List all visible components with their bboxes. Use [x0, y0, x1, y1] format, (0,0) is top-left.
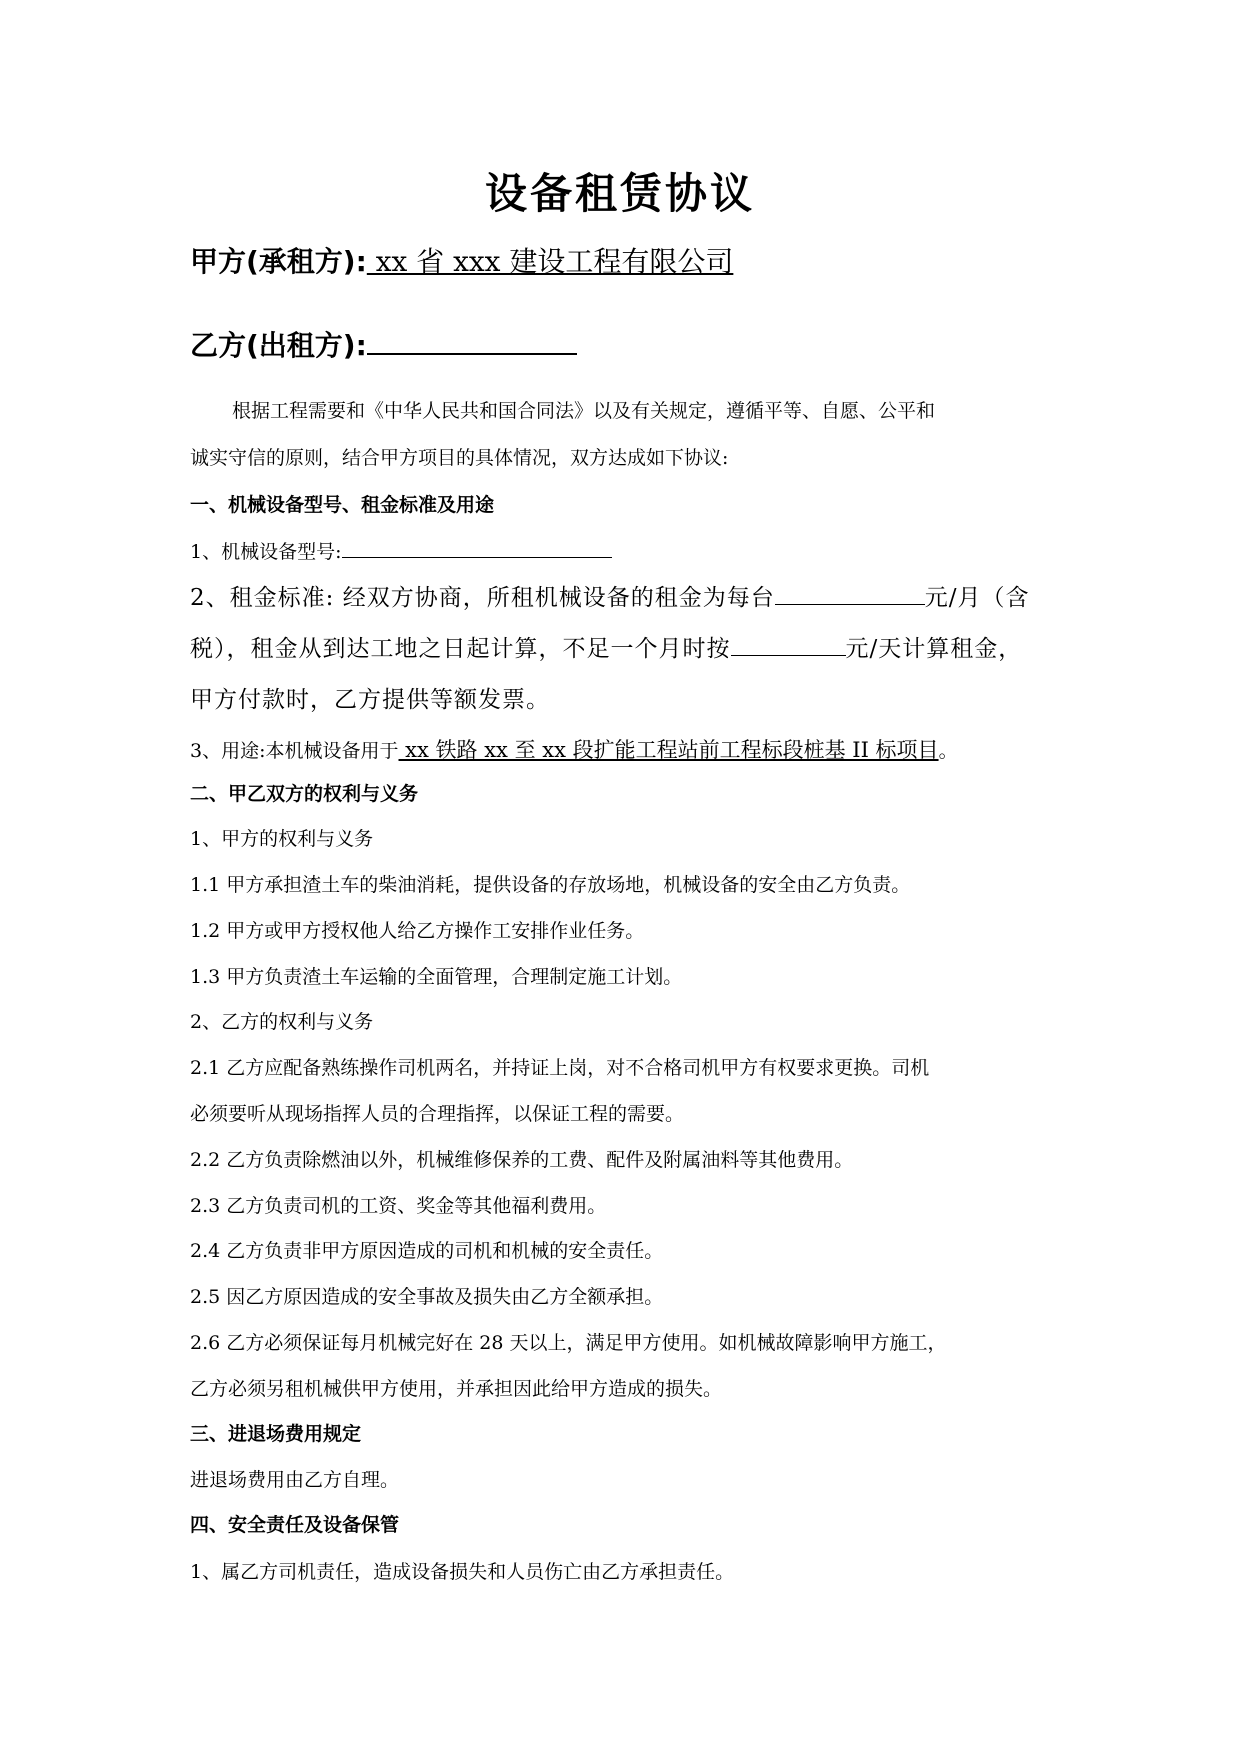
rent-text-post: 元/月（含 [924, 585, 1030, 611]
s2-a3: 1.3 甲方负责渣土车运输的全面管理，合理制定施工计划。 [190, 966, 683, 988]
daily-rent-blank [731, 635, 846, 656]
document-title: 设备租赁协议 [484, 169, 755, 218]
section-2-heading: 二、甲乙双方的权利与义务 [190, 783, 419, 805]
intro-line-1: 根据工程需要和《中华人民共和国合同法》以及有关规定，遵循平等、自愿、公平和 [232, 400, 936, 422]
s2-a2: 1.2 甲方或甲方授权他人给乙方操作工安排作业任务。 [190, 920, 645, 942]
usage-value: xx 铁路 xx 至 xx 段扩能工程站前工程标段桩基 II 标项目 [398, 738, 939, 762]
daily-text-post: 元/天计算租金， [845, 636, 1023, 662]
daily-text-pre: 税），租金从到达工地之日起计算，不足一个月时按 [190, 636, 731, 662]
s2-a1: 1.1 甲方承担渣土车的柴油消耗，提供设备的存放场地，机械设备的安全由乙方负责。 [190, 874, 911, 896]
rent-text-pre: 2、租金标准: 经双方协商，所租机械设备的租金为每台 [190, 585, 775, 611]
section-4-heading: 四、安全责任及设备保管 [190, 1514, 400, 1536]
party-b [190, 327, 577, 365]
section-1-heading: 一、机械设备型号、租金标准及用途 [190, 494, 495, 516]
s4-item-1: 1、属乙方司机责任，造成设备损失和人员伤亡由乙方承担责任。 [190, 1561, 735, 1583]
s2-b3: 2.3 乙方负责司机的工资、奖金等其他福利费用。 [190, 1195, 607, 1217]
s1-item-3 [190, 735, 1060, 766]
party-a-label: 甲方(承租方): [190, 245, 367, 278]
usage-end: 。 [938, 740, 958, 762]
s1-item-2-line-3: 甲方付款时，乙方提供等额发票。 [190, 687, 550, 713]
s2-b6-line-1: 2.6 乙方必须保证每月机械完好在 28 天以上，满足甲方使用。如机械故障影响甲方施工， [190, 1332, 947, 1354]
section-3-heading: 三、进退场费用规定 [190, 1423, 362, 1445]
s3-text: 进退场费用由乙方自理。 [190, 1469, 400, 1491]
s2-b5: 2.5 因乙方原因造成的安全事故及损失由乙方全额承担。 [190, 1286, 664, 1308]
usage-label: 3、用途:本机械设备用于 [190, 740, 399, 762]
s2-b6-line-2: 乙方必须另租机械供甲方使用，并承担因此给甲方造成的损失。 [190, 1378, 723, 1400]
s1-item-1-label: 1、机械设备型号: [190, 541, 342, 563]
s1-item-1 [190, 537, 1060, 567]
party-a [190, 243, 733, 281]
intro-line-2: 诚实守信的原则，结合甲方项目的具体情况，双方达成如下协议: [190, 447, 729, 469]
s2-b1-line-1: 2.1 乙方应配备熟练操作司机两名，并持证上岗，对不合格司机甲方有权要求更换。司机 [190, 1057, 930, 1079]
model-blank [342, 537, 612, 558]
s1-item-2-line-2 [190, 634, 1060, 664]
s2-b4: 2.4 乙方负责非甲方原因造成的司机和机械的安全责任。 [190, 1240, 664, 1262]
s2-b2: 2.2 乙方负责除燃油以外，机械维修保养的工费、配件及附属油料等其他费用。 [190, 1149, 854, 1171]
monthly-rent-blank [775, 584, 925, 605]
party-b-blank [367, 327, 577, 355]
s2-b-title: 2、乙方的权利与义务 [190, 1011, 374, 1033]
party-b-label: 乙方(出租方): [190, 329, 367, 362]
party-a-value: xx 省 xxx 建设工程有限公司 [366, 245, 734, 278]
s1-item-2-line-1 [190, 583, 1060, 613]
s2-b1-line-2: 必须要听从现场指挥人员的合理指挥，以保证工程的需要。 [190, 1103, 685, 1125]
s2-a-title: 1、甲方的权利与义务 [190, 828, 374, 850]
